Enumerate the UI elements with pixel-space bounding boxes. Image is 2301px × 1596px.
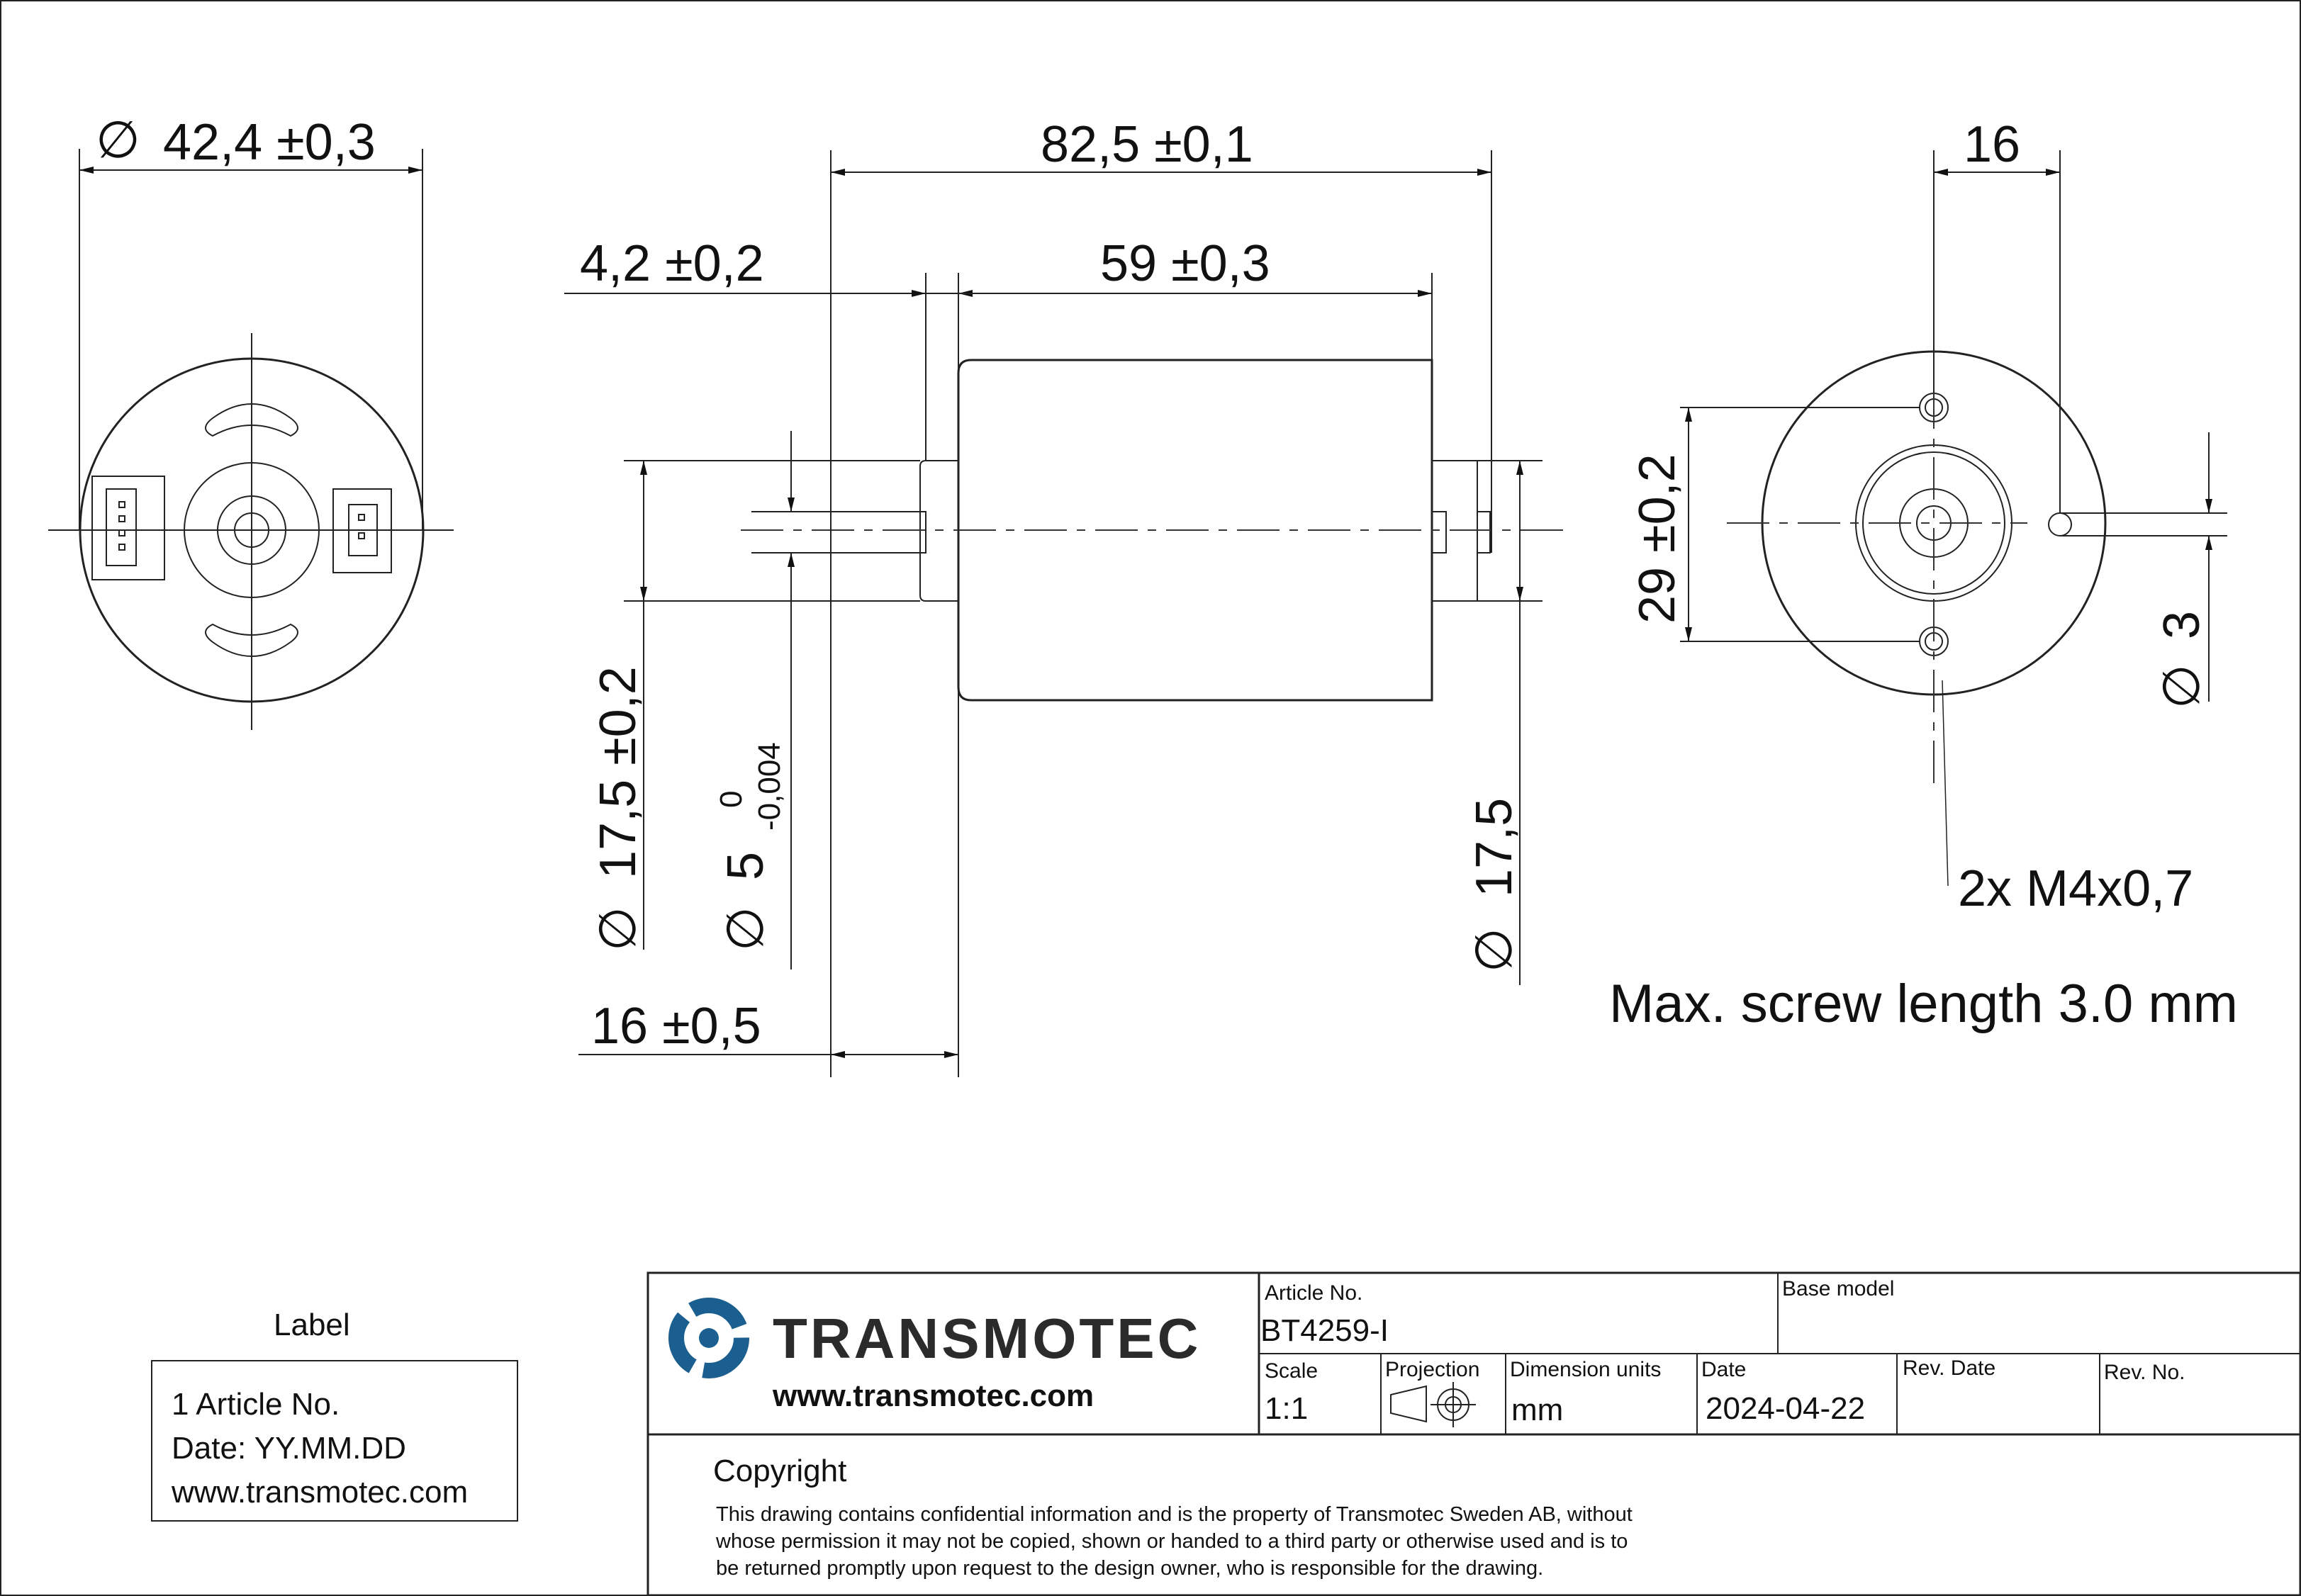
diameter-symbol: ∅ [96, 112, 140, 169]
rear-pin [2049, 513, 2071, 536]
label-line1: 1 Article No. [172, 1387, 340, 1422]
rev-date-label: Rev. Date [1903, 1356, 1996, 1380]
dim-body-length: 59 ±0,3 [1100, 235, 1270, 292]
front-view [48, 112, 454, 730]
side-shaft [831, 512, 926, 553]
dim-shaft-length: 16 ±0,5 [591, 998, 761, 1055]
dim-pilot-diameter: 17,5 ±0,2 [590, 666, 646, 879]
dim-hole-spacing: 29 ±0,2 [1629, 454, 1686, 624]
base-model-label: Base model [1782, 1277, 1895, 1300]
brand-name: TRANSMOTEC [773, 1307, 1202, 1370]
label-line3: www.transmotec.com [172, 1475, 469, 1510]
dim-front-diameter: 42,4 ±0,3 [163, 114, 376, 171]
dim-total-length: 82,5 ±0,1 [1041, 116, 1253, 173]
dim-shaft-diameter-symbol: ∅ [717, 906, 774, 951]
dimension-units-label: Dimension units [1510, 1358, 1662, 1381]
copyright-line1: This drawing contains confidential information and is the property of Transmotec Sweden AB, without [716, 1503, 1633, 1526]
date-label: Date [1701, 1358, 1747, 1381]
front-connector-left-pins [106, 489, 136, 566]
dim-pin-diameter: 3 [2154, 610, 2210, 639]
note-thread: 2x M4x0,7 [1958, 860, 2194, 917]
front-connector-left [92, 476, 164, 580]
side-view [564, 116, 1570, 1077]
copyright-title: Copyright [713, 1454, 847, 1488]
label-line2: Date: YY.MM.DD [172, 1431, 406, 1466]
dim-pin-diameter-symbol: ∅ [2154, 664, 2210, 709]
dim-shaft-diameter: 5 [717, 851, 774, 880]
dim-hole-offset: 16 [1964, 116, 2021, 173]
dimension-units-value: mm [1511, 1393, 1564, 1427]
article-no-label: Article No. [1265, 1281, 1363, 1305]
dim-flange-thickness: 4,2 ±0,2 [580, 235, 764, 292]
note-screw-length: Max. screw length 3.0 mm [1609, 974, 2238, 1034]
title-block [648, 1273, 2300, 1595]
transmotec-logo-icon [676, 1305, 741, 1371]
brand-website: www.transmotec.com [773, 1378, 1094, 1413]
date-value: 2024-04-22 [1706, 1391, 1866, 1426]
scale-value: 1:1 [1265, 1391, 1309, 1426]
rev-no-label: Rev. No. [2104, 1361, 2185, 1384]
dim-pilot-diameter-symbol: ∅ [590, 906, 646, 951]
projection-symbol-icon [1391, 1382, 1476, 1427]
copyright-line2: whose permission it may not be copied, shown or handed to a third party or otherwise used and is to [716, 1530, 1628, 1553]
projection-label: Projection [1385, 1358, 1480, 1381]
dim-shaft-tol-lower: -0,004 [752, 742, 787, 831]
scale-label: Scale [1265, 1359, 1319, 1383]
rear-view [1609, 116, 2238, 1034]
copyright-line3: be returned promptly upon request to the design owner, who is responsible for the drawing. [716, 1557, 1544, 1580]
dim-rear-hub-diameter-symbol: ∅ [1466, 928, 1523, 972]
article-no: BT4259-I [1260, 1313, 1389, 1348]
dim-shaft-tol-upper: 0 [714, 790, 749, 808]
label-box [152, 1308, 517, 1521]
dim-rear-hub-diameter: 17,5 [1466, 797, 1523, 897]
label-title: Label [274, 1308, 350, 1342]
